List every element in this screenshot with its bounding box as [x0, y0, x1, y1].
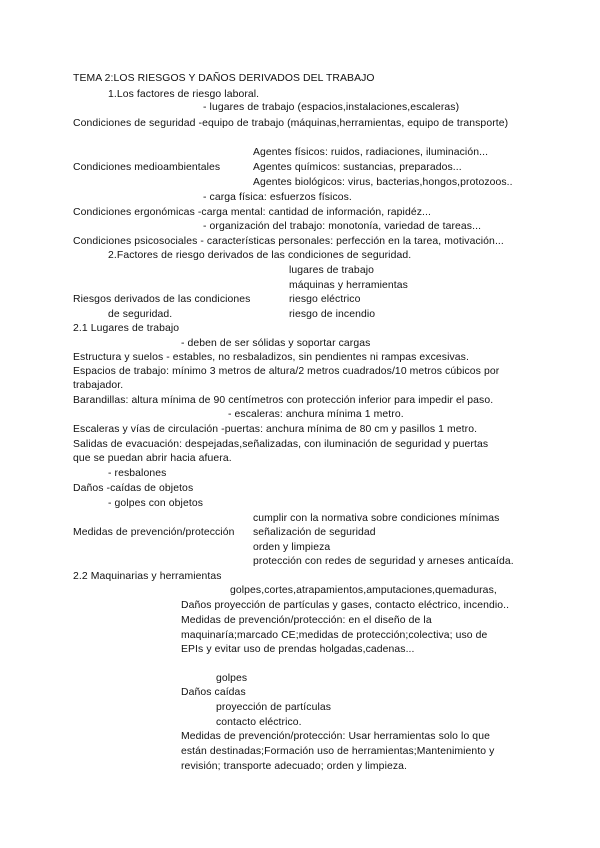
dano-golpes: - golpes con objetos — [108, 498, 203, 509]
herramientas-danos-line: Daños caídas — [181, 687, 246, 698]
section-2-2-heading: 2.2 Maquinarias y herramientas — [73, 571, 222, 582]
riesgo-item: riesgo de incendio — [289, 309, 376, 320]
herramientas-dano-proyeccion: proyección de partículas — [216, 702, 332, 713]
seguridad-lugares: - lugares de trabajo (espacios,instalaciones,escaleras) — [203, 102, 460, 113]
ergonomicas-line: Condiciones ergonómicas -carga mental: cantidad de información, rapidéz... — [73, 207, 431, 218]
riesgos-label-cont: de seguridad. — [108, 309, 173, 320]
vias-line: Escaleras y vías de circulación -puertas: anchura mínima de 80 cm y pasillos 1 metro. — [73, 424, 478, 435]
medidas-label: Medidas de prevención/protección — [73, 527, 235, 538]
medida-item: señalización de seguridad — [253, 527, 376, 538]
salidas-line: Salidas de evacuación: despejadas,señalizadas, con iluminación de seguridad y puertas — [73, 439, 489, 450]
herramientas-medidas-line-3: revisión; transporte adecuado; orden y limpieza. — [181, 761, 408, 772]
medida-item: cumplir con la normativa sobre condiciones mínimas — [253, 513, 500, 524]
riesgo-item: lugares de trabajo — [289, 265, 374, 276]
salidas-line-cont: que se puedan abrir hacia afuera. — [73, 453, 232, 464]
agentes-quimicos: Agentes químicos: sustancias, preparados... — [253, 162, 462, 173]
herramientas-dano-golpes: golpes — [216, 673, 248, 684]
agentes-fisicos: Agentes físicos: ruidos, radiaciones, iluminación... — [253, 147, 489, 158]
maquinas-danos-line: Daños proyección de partículas y gases, contacto eléctrico, incendio.. — [181, 600, 510, 611]
medioambientales-label: Condiciones medioambientales — [73, 162, 221, 173]
espacios-line: Espacios de trabajo: mínimo 3 metros de altura/2 metros cuadrados/10 metros cúbicos por — [73, 366, 500, 377]
organizacion-trabajo: - organización del trabajo: monotonía, variedad de tareas... — [203, 221, 482, 232]
herramientas-dano-contacto: contacto eléctrico. — [216, 717, 302, 728]
section-2-1-heading: 2.1 Lugares de trabajo — [73, 323, 180, 334]
barandillas-line: Barandillas: altura mínima de 90 centímetros con protección inferior para impedir el paso. — [73, 395, 494, 406]
deben-line: - deben de ser sólidas y soportar cargas — [181, 338, 371, 349]
section-1-heading: 1.Los factores de riesgo laboral. — [108, 89, 260, 100]
seguridad-line: Condiciones de seguridad -equipo de trabajo (máquinas,herramientas, equipo de transporte) — [73, 118, 509, 129]
carga-fisica: - carga física: esfuerzos físicos. — [203, 192, 352, 203]
riesgo-item: máquinas y herramientas — [289, 280, 408, 291]
document-title: TEMA 2:LOS RIESGOS Y DAÑOS DERIVADOS DEL TRABAJO — [73, 73, 375, 84]
herramientas-medidas-line-2: están destinadas;Formación uso de herramientas;Mantenimiento y — [181, 746, 495, 757]
maquinas-medidas-line-2: maquinaría;marcado CE;medidas de protección;colectiva; uso de — [181, 630, 488, 641]
maquinas-danos-list: golpes,cortes,atrapamientos,amputaciones,quemaduras, — [230, 585, 497, 596]
maquinas-medidas-line-3: EPIs y evitar uso de prendas holgadas,cadenas... — [181, 644, 415, 655]
escaleras-line: - escaleras: anchura mínima 1 metro. — [228, 409, 404, 420]
medida-item: protección con redes de seguridad y arneses anticaída. — [253, 556, 514, 567]
medida-item: orden y limpieza — [253, 542, 331, 553]
estructura-line: Estructura y suelos - estables, no resbaladizos, sin pendientes ni rampas excesivas. — [73, 352, 469, 363]
riesgo-item: riesgo eléctrico — [289, 294, 361, 305]
maquinas-medidas-line: Medidas de prevención/protección: en el diseño de la — [181, 615, 432, 626]
herramientas-medidas-line: Medidas de prevención/protección: Usar herramientas solo lo que — [181, 731, 490, 742]
psicosociales-line: Condiciones psicosociales - características personales: perfección en la tarea, motivación... — [73, 236, 504, 247]
danos-line: Daños -caídas de objetos — [73, 483, 194, 494]
agentes-biologicos: Agentes biológicos: virus, bacterias,hongos,protozoos.. — [253, 177, 513, 188]
espacios-line-cont: trabajador. — [73, 380, 124, 391]
riesgos-label: Riesgos derivados de las condiciones — [73, 294, 251, 305]
section-2-heading: 2.Factores de riesgo derivados de las condiciones de seguridad. — [108, 250, 412, 261]
dano-resbalones: - resbalones — [108, 468, 167, 479]
